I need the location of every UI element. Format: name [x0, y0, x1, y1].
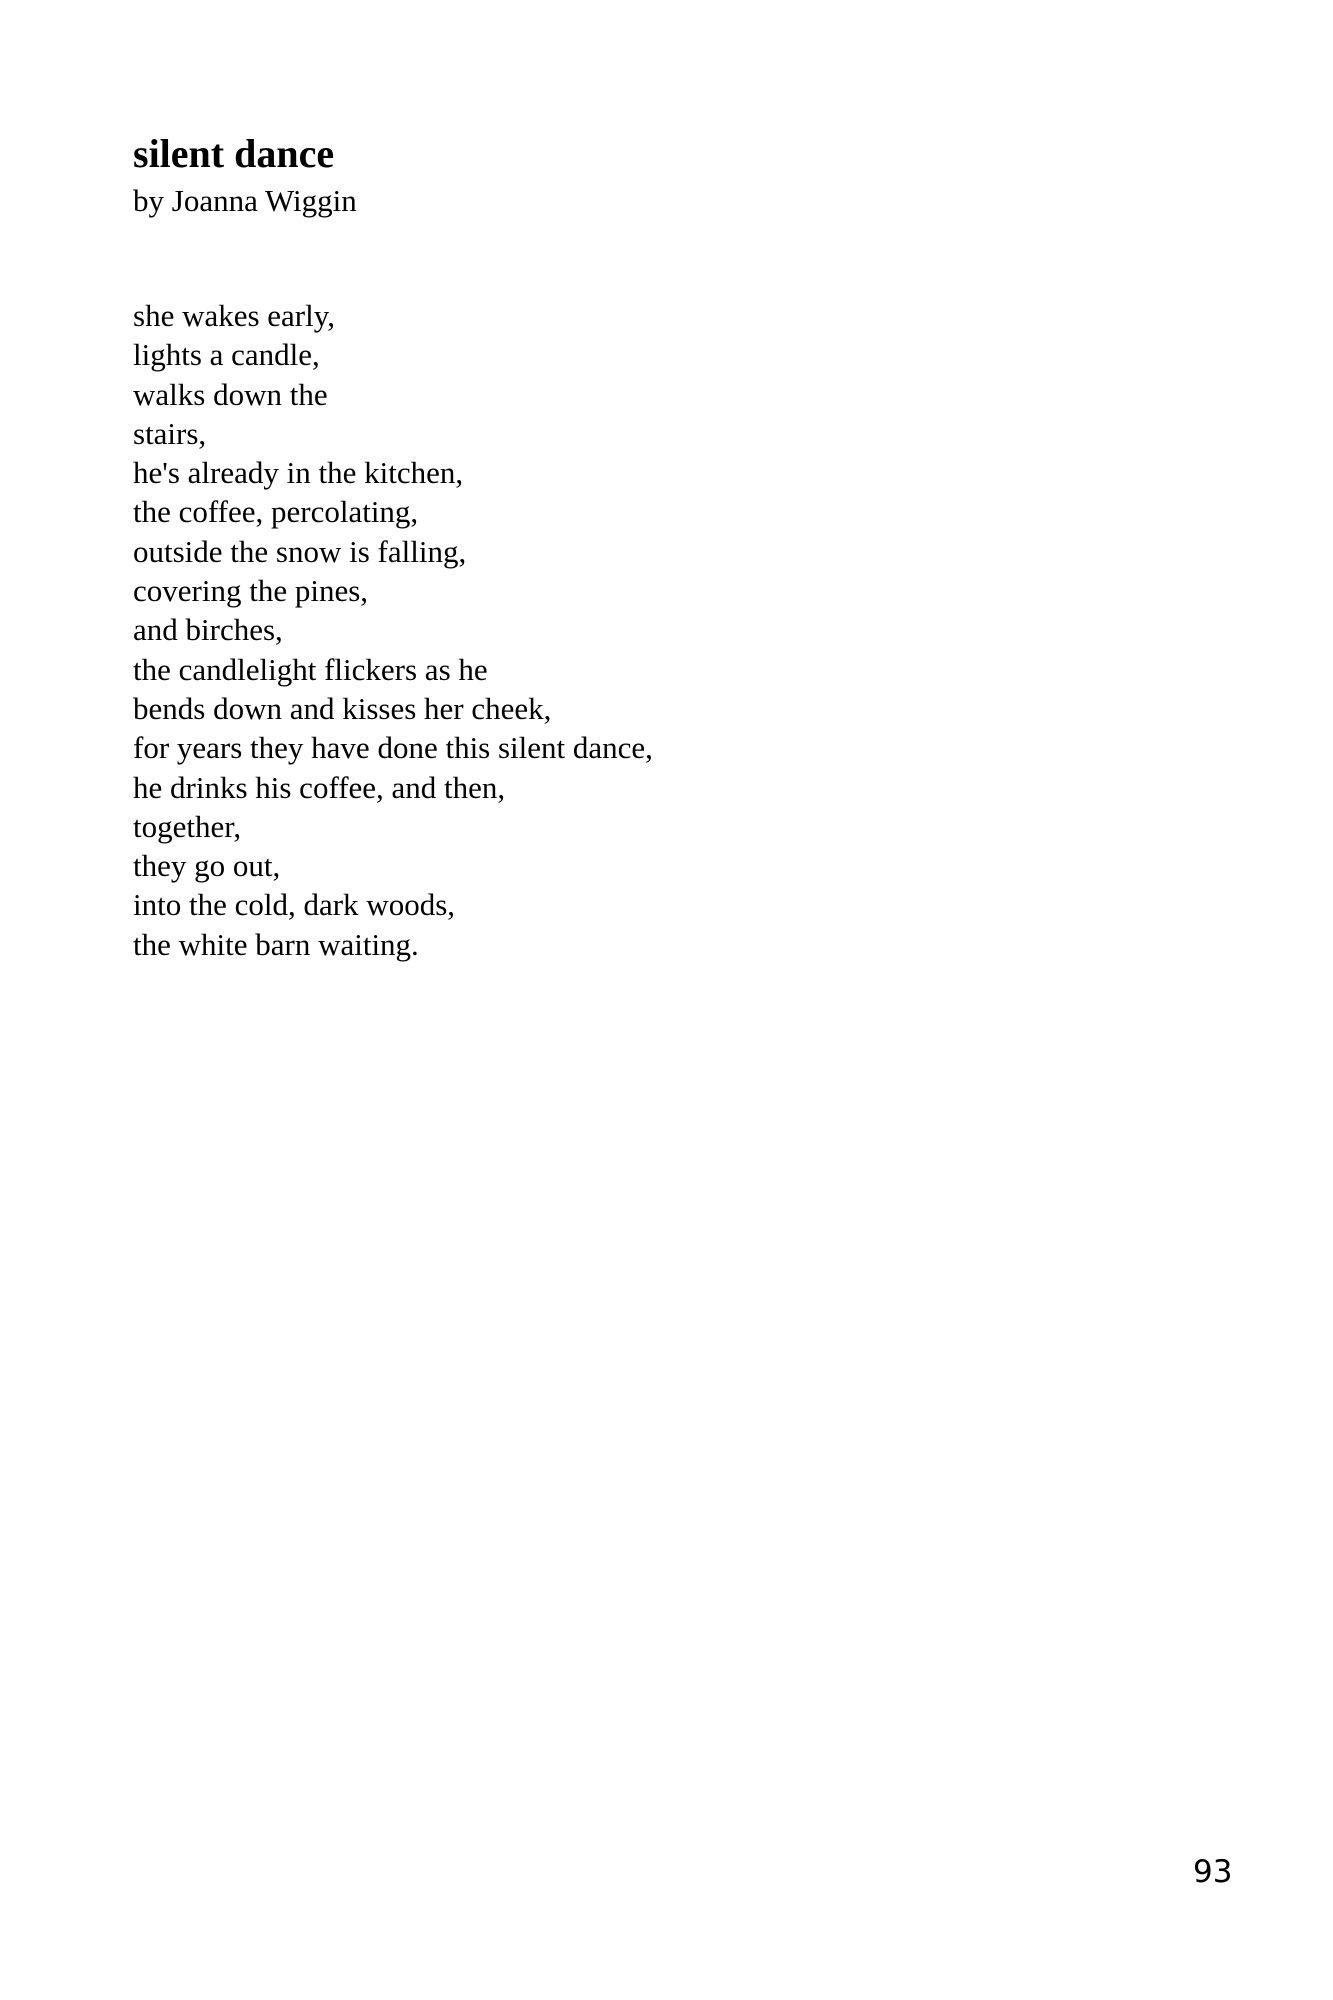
- poem-line: into the cold, dark woods,: [133, 887, 456, 923]
- page-number: 93: [1193, 1854, 1233, 1890]
- poem-line: the coffee, percolating,: [133, 494, 419, 530]
- poem-line: stairs,: [133, 415, 207, 451]
- poem-line: covering the pines,: [133, 573, 369, 609]
- poem-line: for years they have done this silent dance,: [133, 730, 653, 766]
- poem-line: lights a candle,: [133, 337, 320, 373]
- poem-line: she wakes early,: [133, 298, 335, 333]
- poem-line: and birches,: [133, 612, 283, 648]
- poem-line: bends down and kisses her cheek,: [133, 690, 552, 726]
- poem-line: they go out,: [133, 848, 281, 884]
- poem-line: outside the snow is falling,: [133, 533, 467, 569]
- poem-body: [133, 296, 653, 964]
- poem-line: walks down the: [133, 376, 328, 412]
- poem-line: the candlelight flickers as he: [133, 651, 488, 687]
- poem-line: he's already in the kitchen,: [133, 455, 464, 491]
- poem-title: silent dance: [133, 131, 335, 176]
- poem-author: by Joanna Wiggin: [133, 183, 357, 218]
- poem-line: the white barn waiting.: [133, 926, 419, 962]
- poem-line: he drinks his coffee, and then,: [133, 769, 506, 805]
- poem-line: together,: [133, 808, 242, 844]
